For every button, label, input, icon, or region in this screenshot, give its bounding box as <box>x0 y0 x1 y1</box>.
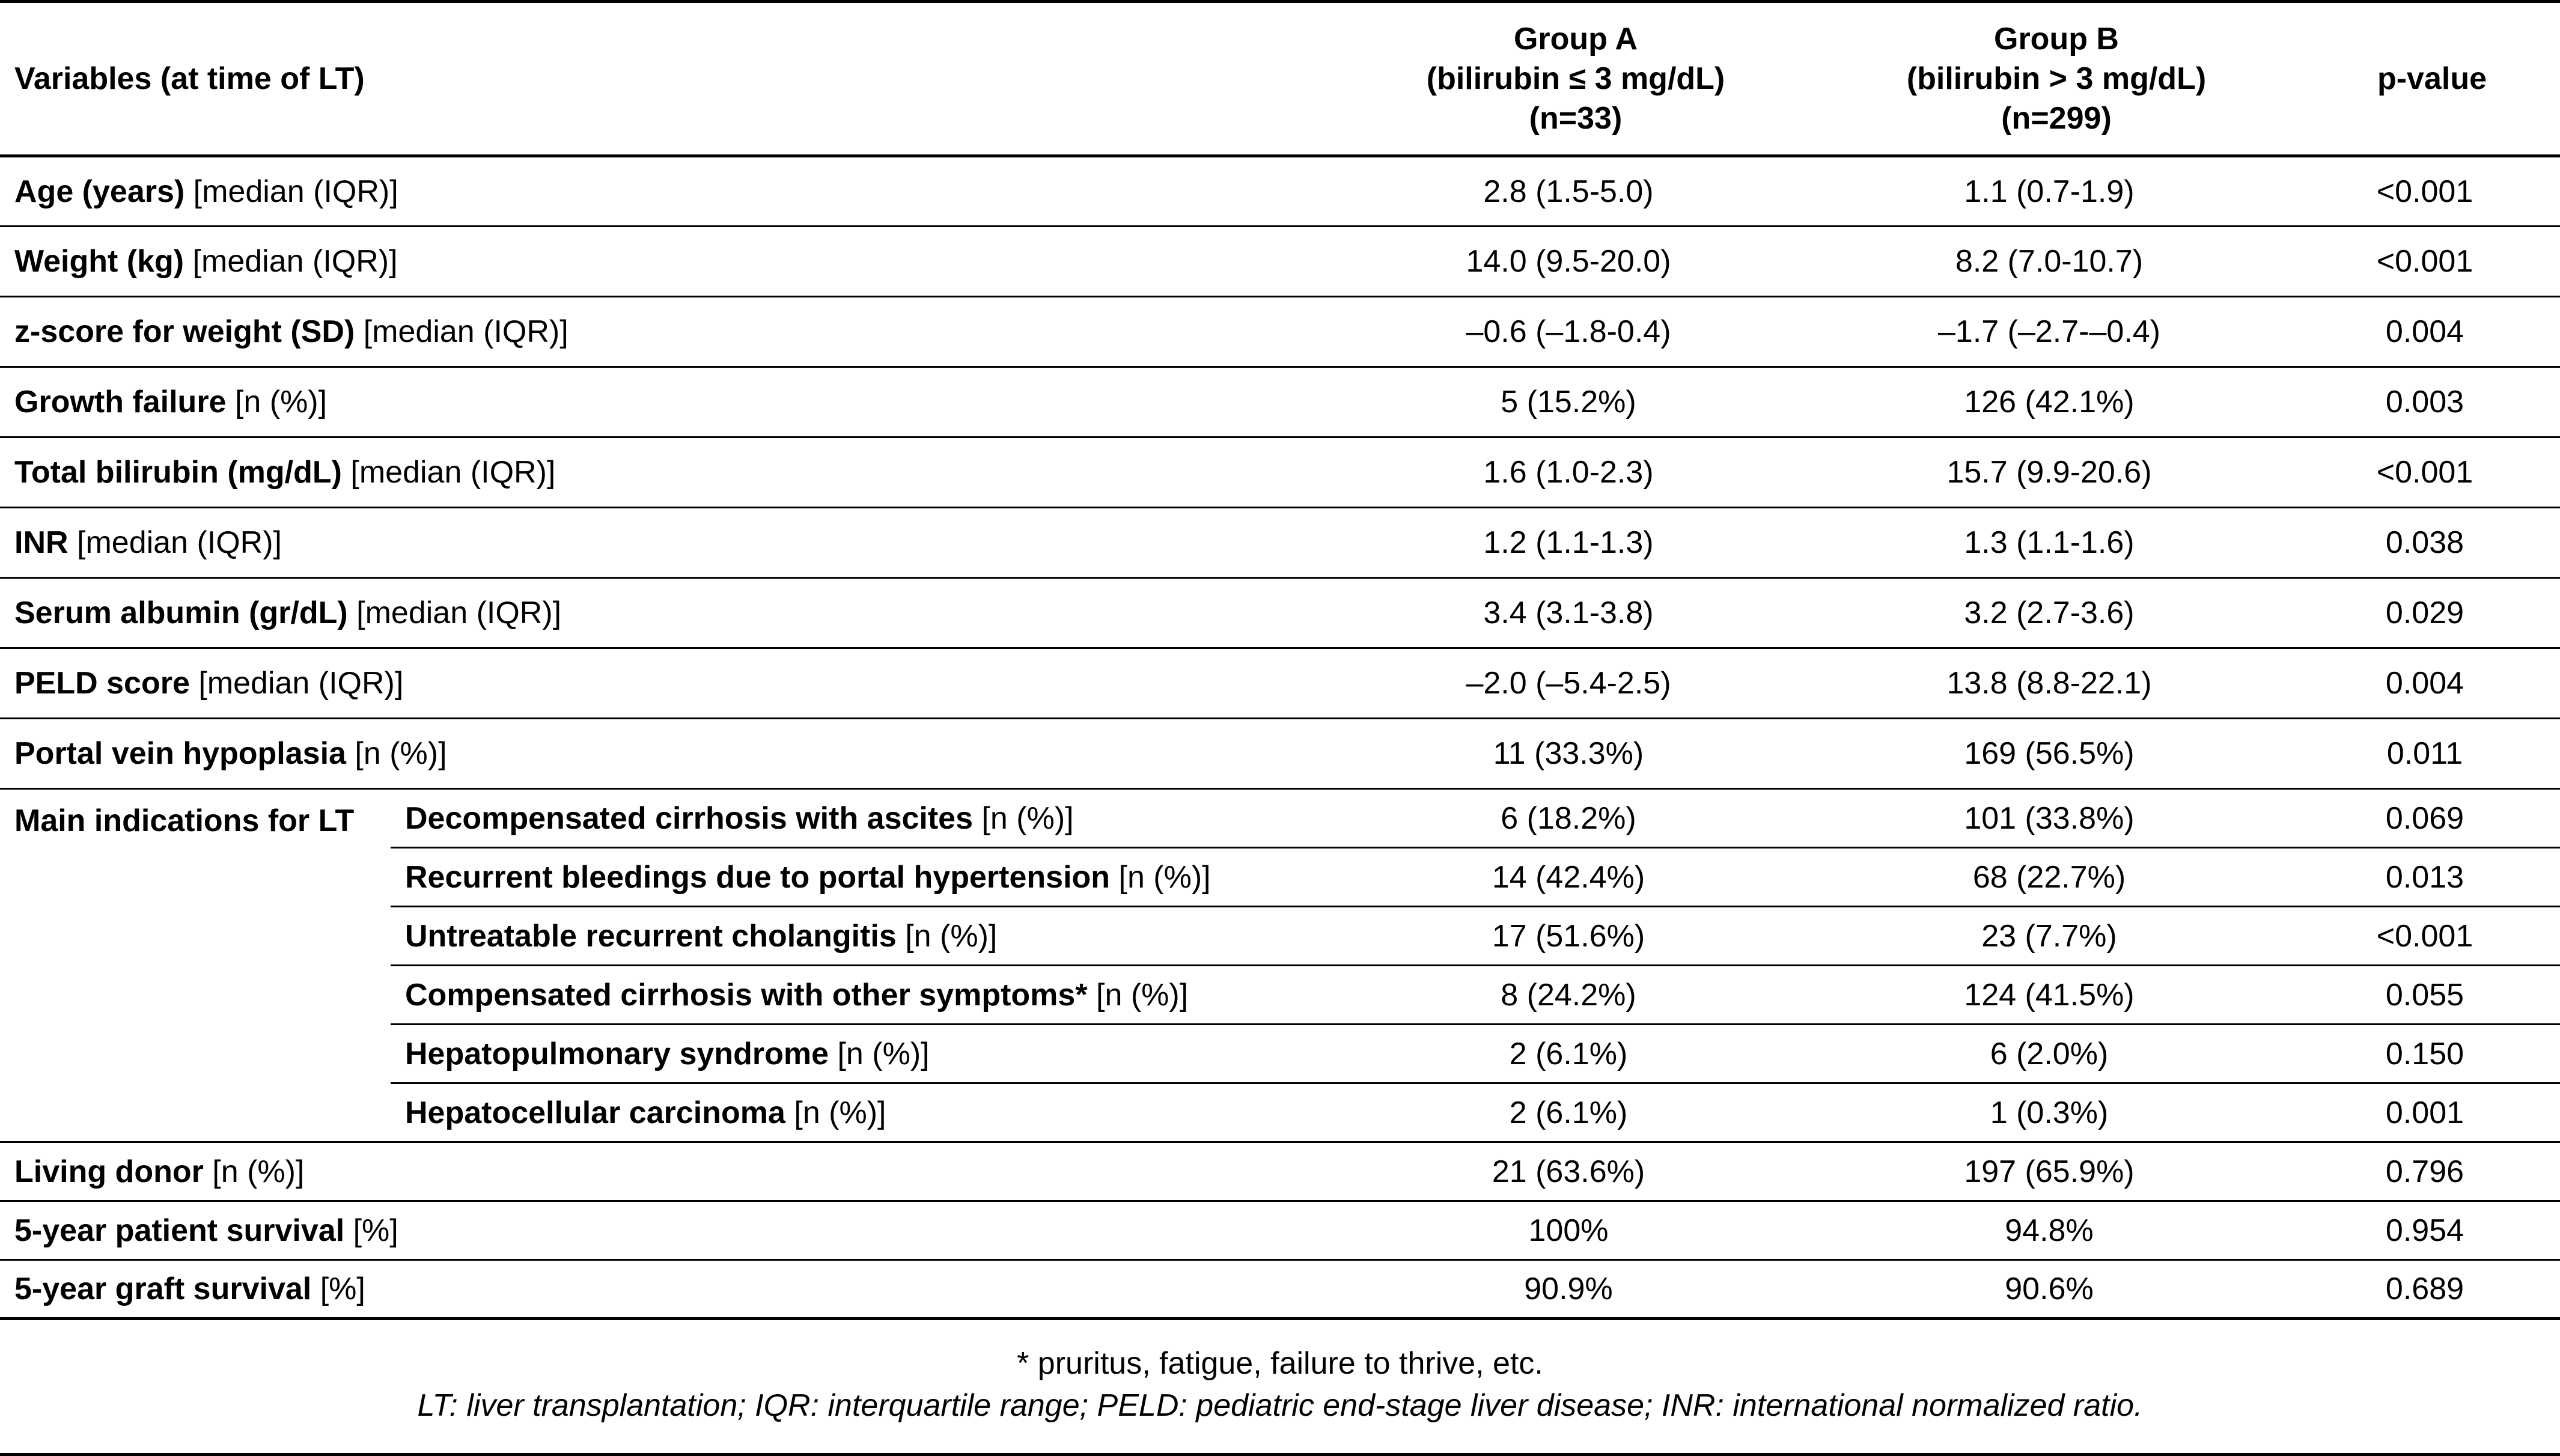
row-unit-tag: [n (%)] <box>226 385 328 419</box>
row-label <box>0 648 1328 719</box>
row-label <box>0 297 1328 367</box>
cell-p-value: 0.055 <box>2290 966 2560 1025</box>
row-unit-tag: [n (%)] <box>1087 977 1189 1013</box>
row-variable: Living donor <box>14 1154 204 1189</box>
cell-p-value: 0.038 <box>2290 508 2560 578</box>
row-unit-tag: [median (IQR)] <box>347 595 562 630</box>
cell-group-b: 8.2 (7.0-10.7) <box>1809 227 2290 297</box>
cell-group-a: 100% <box>1328 1201 1809 1260</box>
cell-group-a: 2.8 (1.5-5.0) <box>1328 156 1809 227</box>
row-unit-tag: [%] <box>311 1272 365 1306</box>
cell-group-b: 13.8 (8.8-22.1) <box>1809 648 2290 719</box>
row-variable: INR <box>14 525 69 560</box>
cell-group-a: 6 (18.2%) <box>1328 789 1809 848</box>
cell-group-a: 1.6 (1.0-2.3) <box>1328 437 1809 508</box>
cell-p-value: 0.011 <box>2290 719 2560 789</box>
row-variable: Compensated cirrhosis with other symptoms* <box>405 977 1088 1013</box>
row-unit-tag: [n (%)] <box>203 1154 305 1189</box>
cell-group-a: 14 (42.4%) <box>1328 848 1809 907</box>
abbreviations-note: LT: liver transplantation; IQR: interquartile range; PELD: pediatric end-stage liver disease; INR: international normalized ratio. <box>417 1388 2143 1423</box>
row-variable: Portal vein hypoplasia <box>14 736 346 771</box>
header-group-b-line: Group B <box>1994 22 2119 56</box>
row-label <box>0 367 1328 437</box>
cell-group-a: 21 (63.6%) <box>1328 1142 1809 1201</box>
row-unit-tag: [n (%)] <box>346 736 447 771</box>
row-unit-tag: [%] <box>344 1213 398 1248</box>
cell-p-value: 0.003 <box>2290 367 2560 437</box>
row-label <box>0 437 1328 508</box>
row-unit-tag: [median (IQR)] <box>184 244 398 279</box>
cell-p-value: 0.069 <box>2290 789 2560 848</box>
row-label <box>0 156 1328 227</box>
cell-group-b: 1 (0.3%) <box>1809 1083 2290 1142</box>
row-label <box>391 848 1328 907</box>
cell-group-b: 23 (7.7%) <box>1809 907 2290 966</box>
header-group-a-line: (bilirubin ≤ 3 mg/dL) <box>1426 61 1725 96</box>
cell-group-a: 90.9% <box>1328 1260 1809 1319</box>
header-variables: Variables (at time of LT) <box>0 2 1328 156</box>
row-unit-tag: [median (IQR)] <box>184 174 398 209</box>
cell-p-value: <0.001 <box>2290 227 2560 297</box>
cell-p-value: 0.689 <box>2290 1260 2560 1319</box>
row-variable: Decompensated cirrhosis with ascites <box>405 800 974 836</box>
header-group-a <box>1328 2 1809 156</box>
row-label <box>391 789 1328 848</box>
row-variable: Total bilirubin (mg/dL) <box>14 455 342 490</box>
row-label <box>391 907 1328 966</box>
row-unit-tag: [median (IQR)] <box>68 525 282 560</box>
row-unit-tag: [n (%)] <box>896 918 998 954</box>
cell-group-b: 169 (56.5%) <box>1809 719 2290 789</box>
row-variable: Untreatable recurrent cholangitis <box>405 918 897 954</box>
row-variable: PELD score <box>14 666 190 701</box>
row-unit-tag: [n (%)] <box>829 1036 930 1071</box>
cell-group-b: 15.7 (9.9-20.6) <box>1809 437 2290 508</box>
cell-group-b: 6 (2.0%) <box>1809 1025 2290 1083</box>
table-notes <box>0 1320 2560 1456</box>
header-group-b-line: (bilirubin > 3 mg/dL) <box>1906 61 2207 96</box>
header-group-a-line: (n=33) <box>1529 101 1623 136</box>
table-row <box>0 437 2560 508</box>
row-variable: z-score for weight (SD) <box>14 314 355 349</box>
row-label <box>0 1260 1328 1319</box>
cell-group-b: 94.8% <box>1809 1201 2290 1260</box>
header-p-value: p-value <box>2290 2 2560 156</box>
table-row <box>0 648 2560 719</box>
cell-p-value: 0.004 <box>2290 648 2560 719</box>
row-label <box>391 966 1328 1025</box>
cell-group-b: 1.3 (1.1-1.6) <box>1809 508 2290 578</box>
row-label <box>0 719 1328 789</box>
row-variable: Weight (kg) <box>14 244 184 279</box>
cell-group-a: 1.2 (1.1-1.3) <box>1328 508 1809 578</box>
table-row <box>0 578 2560 648</box>
row-unit-tag: [median (IQR)] <box>189 666 404 701</box>
cell-group-b: 68 (22.7%) <box>1809 848 2290 907</box>
row-label <box>391 1025 1328 1083</box>
indications-group-label: Main indications for LT <box>0 789 391 1142</box>
row-label <box>0 578 1328 648</box>
row-unit-tag: [median (IQR)] <box>355 314 568 349</box>
cell-group-b: 126 (42.1%) <box>1809 367 2290 437</box>
cell-group-a: 2 (6.1%) <box>1328 1083 1809 1142</box>
cell-group-b: –1.7 (–2.7-–0.4) <box>1809 297 2290 367</box>
header-group-b <box>1809 2 2290 156</box>
cell-p-value: 0.796 <box>2290 1142 2560 1201</box>
table-row <box>0 367 2560 437</box>
cell-p-value: <0.001 <box>2290 437 2560 508</box>
cell-p-value: 0.001 <box>2290 1083 2560 1142</box>
row-variable: Hepatocellular carcinoma <box>405 1095 785 1130</box>
header-group-a-line: Group A <box>1513 22 1638 56</box>
cell-group-a: 3.4 (3.1-3.8) <box>1328 578 1809 648</box>
table-row <box>0 227 2560 297</box>
row-unit-tag: [n (%)] <box>785 1095 886 1130</box>
cell-p-value: <0.001 <box>2290 156 2560 227</box>
cell-group-b: 1.1 (0.7-1.9) <box>1809 156 2290 227</box>
row-unit-tag: [n (%)] <box>973 800 1074 836</box>
row-variable: Serum albumin (gr/dL) <box>14 595 348 630</box>
table-row <box>0 1260 2560 1319</box>
row-variable: Hepatopulmonary syndrome <box>405 1036 829 1071</box>
row-unit-tag: [n (%)] <box>1110 859 1211 895</box>
cell-group-b: 101 (33.8%) <box>1809 789 2290 848</box>
cell-group-b: 3.2 (2.7-3.6) <box>1809 578 2290 648</box>
cell-group-b: 124 (41.5%) <box>1809 966 2290 1025</box>
row-variable: Recurrent bleedings due to portal hypertension <box>405 859 1111 895</box>
row-variable: 5-year patient survival <box>14 1213 345 1248</box>
row-label <box>0 1201 1328 1260</box>
cell-group-a: 17 (51.6%) <box>1328 907 1809 966</box>
table-row <box>0 156 2560 227</box>
row-variable: Growth failure <box>14 385 227 419</box>
row-label <box>0 1142 1328 1201</box>
cell-group-a: 11 (33.3%) <box>1328 719 1809 789</box>
table-header-row <box>0 2 2560 156</box>
cell-group-b: 197 (65.9%) <box>1809 1142 2290 1201</box>
row-variable: Age (years) <box>14 174 185 209</box>
cell-group-b: 90.6% <box>1809 1260 2290 1319</box>
cell-p-value: <0.001 <box>2290 907 2560 966</box>
cell-group-a: –2.0 (–5.4-2.5) <box>1328 648 1809 719</box>
table-row <box>0 719 2560 789</box>
cell-p-value: 0.004 <box>2290 297 2560 367</box>
header-group-b-line: (n=299) <box>2001 101 2112 136</box>
table-row <box>0 297 2560 367</box>
cell-p-value: 0.013 <box>2290 848 2560 907</box>
row-unit-tag: [median (IQR)] <box>341 455 556 490</box>
cell-group-a: 2 (6.1%) <box>1328 1025 1809 1083</box>
table-row <box>0 508 2560 578</box>
footnote: * pruritus, fatigue, failure to thrive, etc. <box>1017 1346 1543 1381</box>
cell-group-a: 8 (24.2%) <box>1328 966 1809 1025</box>
cell-group-a: –0.6 (–1.8-0.4) <box>1328 297 1809 367</box>
cell-p-value: 0.954 <box>2290 1201 2560 1260</box>
table-row <box>0 1142 2560 1201</box>
row-label <box>0 508 1328 578</box>
cell-p-value: 0.150 <box>2290 1025 2560 1083</box>
row-variable: 5-year graft survival <box>14 1272 312 1306</box>
table-row <box>0 1201 2560 1260</box>
row-label <box>391 1083 1328 1142</box>
cell-group-a: 5 (15.2%) <box>1328 367 1809 437</box>
cell-group-a: 14.0 (9.5-20.0) <box>1328 227 1809 297</box>
row-label <box>0 227 1328 297</box>
table-row <box>0 789 2560 848</box>
cell-p-value: 0.029 <box>2290 578 2560 648</box>
